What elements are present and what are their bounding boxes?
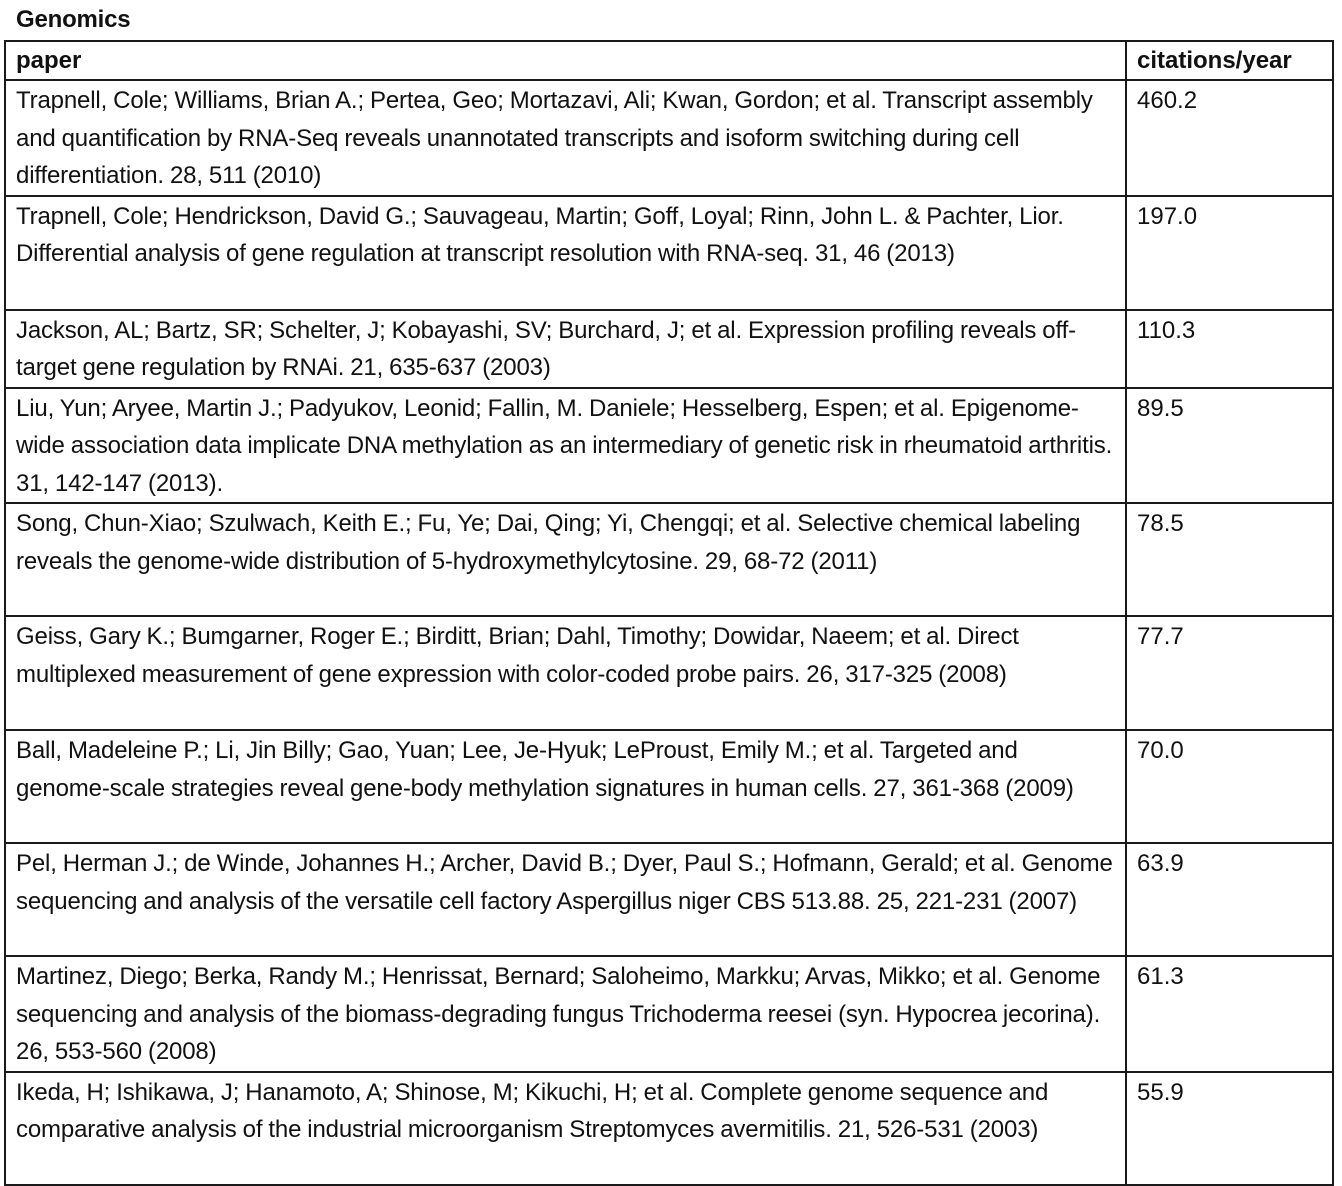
column-header-paper: paper: [5, 41, 1126, 80]
table-row: [5, 956, 1333, 1072]
paper-cell: Jackson, AL; Bartz, SR; Schelter, J; Kobayashi, SV; Burchard, J; et al. Expression profiling reveals off-target gene regulation by RNAi. 21, 635-637 (2003): [5, 310, 1126, 388]
paper-cell: Trapnell, Cole; Williams, Brian A.; Pertea, Geo; Mortazavi, Ali; Kwan, Gordon; et al. Transcript assembly and quantification by RNA-Seq reveals unannotated transcripts and isoform switching during cell differentiation. 28, 511 (2010): [5, 80, 1126, 196]
column-header-citations: citations/year: [1126, 41, 1333, 80]
paper-cell: Martinez, Diego; Berka, Randy M.; Henrissat, Bernard; Saloheimo, Markku; Arvas, Mikko; et al. Genome sequencing and analysis of the biomass-degrading fungus Trichoderma reesei (syn. Hypocrea jecorina). 26, 553-560 (2008): [5, 956, 1126, 1072]
table-row: [5, 1072, 1333, 1185]
paper-cell: Ball, Madeleine P.; Li, Jin Billy; Gao, Yuan; Lee, Je-Hyuk; LeProust, Emily M.; et al. Targeted and genome-scale strategies reveal gene-body methylation signatures in human cells. 27, 361-368 (2009): [5, 730, 1126, 843]
citations-cell: 197.0: [1126, 196, 1333, 310]
citations-cell: 77.7: [1126, 616, 1333, 730]
table-row: [5, 616, 1333, 730]
citations-cell: 460.2: [1126, 80, 1333, 196]
citations-cell: 55.9: [1126, 1072, 1333, 1185]
table-row: [5, 310, 1333, 388]
paper-cell: Pel, Herman J.; de Winde, Johannes H.; Archer, David B.; Dyer, Paul S.; Hofmann, Gerald; et al. Genome sequencing and analysis of the versatile cell factory Aspergillus niger CBS 513.88. 25, 221-231 (2007): [5, 843, 1126, 956]
table-row: [5, 730, 1333, 843]
paper-cell: Trapnell, Cole; Hendrickson, David G.; Sauvageau, Martin; Goff, Loyal; Rinn, John L. & Pachter, Lior. Differential analysis of gene regulation at transcript resolution with RNA-seq. 31, 46 (2013): [5, 196, 1126, 310]
citations-cell: 78.5: [1126, 503, 1333, 616]
paper-cell: Song, Chun-Xiao; Szulwach, Keith E.; Fu, Ye; Dai, Qing; Yi, Chengqi; et al. Selective chemical labeling reveals the genome-wide distribution of 5-hydroxymethylcytosine. 29, 68-72 (2011): [5, 503, 1126, 616]
citations-cell: 63.9: [1126, 843, 1333, 956]
citations-cell: 89.5: [1126, 388, 1333, 504]
header-row: [5, 41, 1333, 80]
table-row: [5, 388, 1333, 504]
table-row: [5, 80, 1333, 196]
papers-table: [4, 40, 1334, 1186]
citations-cell: 70.0: [1126, 730, 1333, 843]
paper-cell: Ikeda, H; Ishikawa, J; Hanamoto, A; Shinose, M; Kikuchi, H; et al. Complete genome sequence and comparative analysis of the industrial microorganism Streptomyces avermitilis. 21, 526-531 (2003): [5, 1072, 1126, 1185]
paper-cell: Liu, Yun; Aryee, Martin J.; Padyukov, Leonid; Fallin, M. Daniele; Hesselberg, Espen; et al. Epigenome-wide association data implicate DNA methylation as an intermediary of genetic risk in rheumatoid arthritis. 31, 142-147 (2013).: [5, 388, 1126, 504]
citations-cell: 61.3: [1126, 956, 1333, 1072]
paper-cell: Geiss, Gary K.; Bumgarner, Roger E.; Birditt, Brian; Dahl, Timothy; Dowidar, Naeem; et al. Direct multiplexed measurement of gene expression with color-coded probe pairs. 26, 317-325 (2008): [5, 616, 1126, 730]
citations-cell: 110.3: [1126, 310, 1333, 388]
table-row: [5, 843, 1333, 956]
table-row: [5, 503, 1333, 616]
table-row: [5, 196, 1333, 310]
section-title: Genomics: [16, 6, 131, 33]
